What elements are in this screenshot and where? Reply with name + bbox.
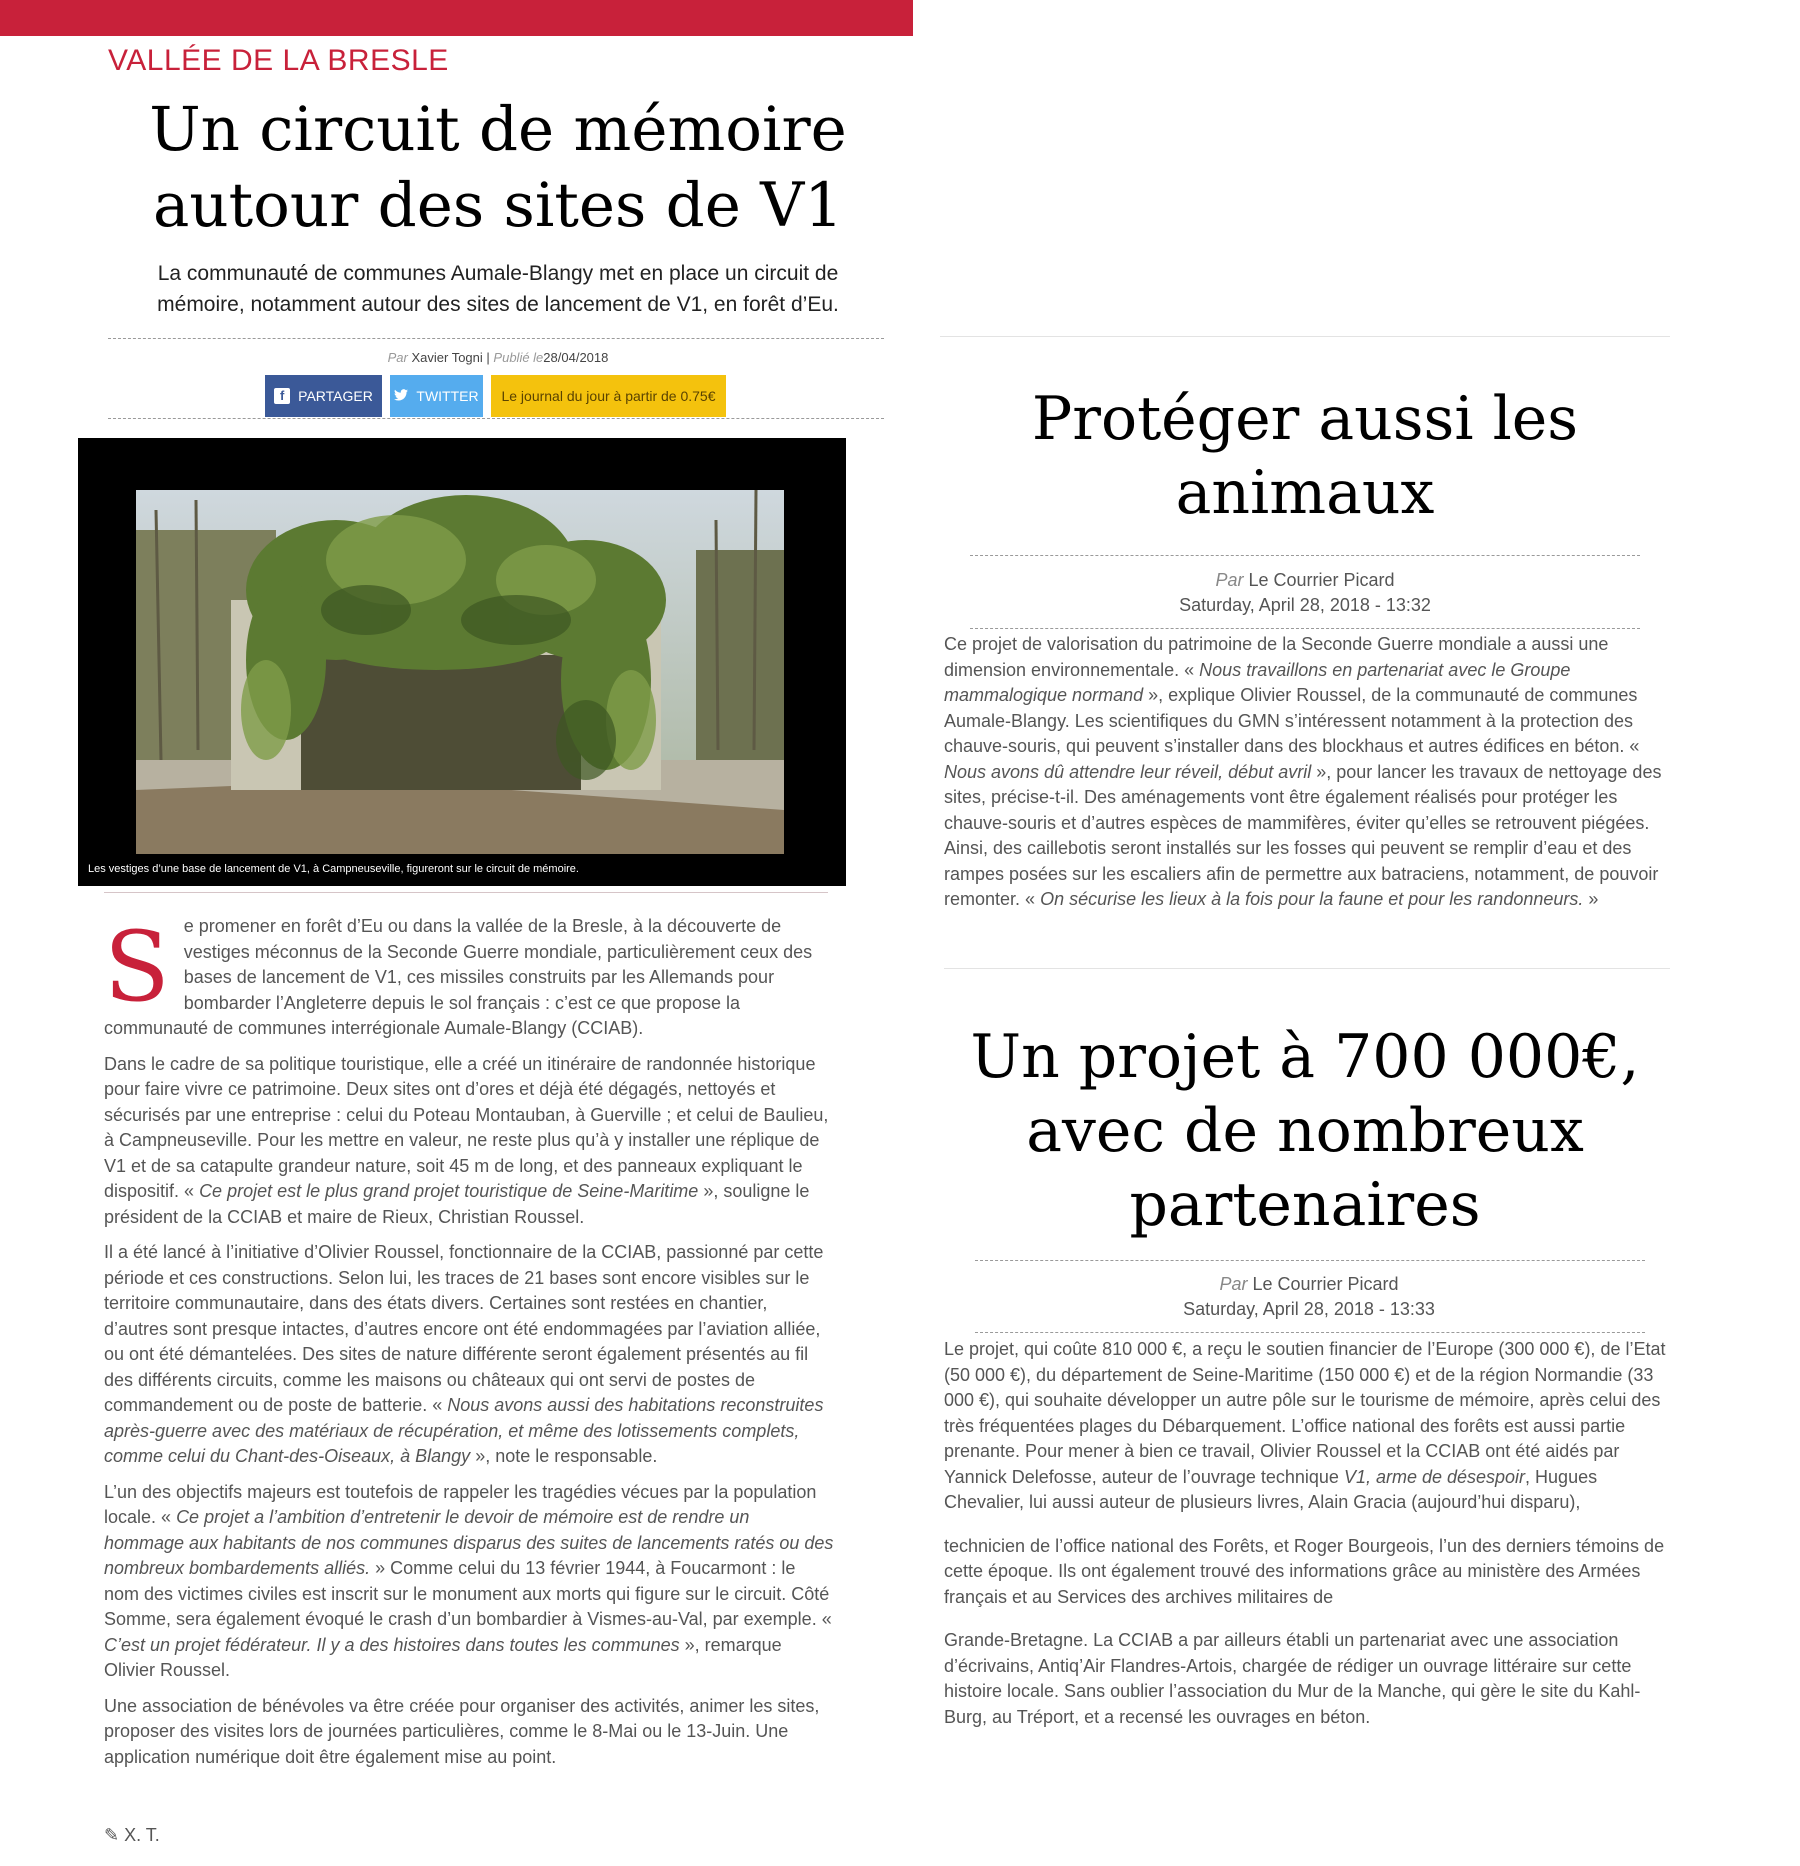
drop-cap: S [104, 911, 170, 1023]
paragraph-text: Une association de bénévoles va être créée pour organiser des activités, animer les sites, proposer des visites lors de journées particulières, comme le 8-Mai ou le 13-Juin. Une application numérique doit être également mise au point. [104, 1695, 820, 1767]
divider [970, 555, 1640, 556]
byline-separator: | [486, 350, 490, 365]
paragraph-text: », souligne le président de la CCIAB et maire de Rieux, Christian Roussel. [104, 1181, 810, 1227]
sidebar-meta [940, 568, 1670, 618]
title-line: Un circuit de mémoire [149, 94, 847, 165]
source-name: Le Courrier Picard [1248, 570, 1395, 590]
title-line: partenaires [1129, 1170, 1481, 1240]
quote-text: Nous avons dû attendre leur réveil, début avril [944, 761, 1312, 782]
quote-text: Nous avons aussi des habitations reconstruites après-guerre avec des matériaux de récupération, et même des lotissements complets, comme celui du Chant-des-Oiseaux, à Blangy [104, 1395, 824, 1466]
paragraph-text: », explique Olivier Roussel, de la communauté de communes Aumale-Blangy. Les scientifiques du GMN s’intéressent notamment à la protection des chauve-souris, qui peuvent s’installer dans des blockhaus et autres édifices en béton. « [944, 685, 1640, 756]
divider [108, 418, 884, 419]
article-photo-frame [78, 438, 846, 886]
pencil-icon: ✎ [104, 1825, 120, 1845]
section-label[interactable]: VALLÉE DE LA BRESLE [108, 44, 449, 77]
article-paragraph [944, 1628, 1674, 1730]
paragraph-text: », remarque Olivier Roussel. [104, 1634, 782, 1680]
caption-divider [104, 892, 828, 893]
article-paragraph [104, 1480, 834, 1684]
paragraph-text: Dans le cadre de sa politique touristique, elle a créé un itinéraire de randonnée historique pour faire vivre ce patrimoine. Deux sites ont d’ores et déjà été dégagés, nettoyés et sécurisés par une entreprise : celui du Poteau Montauban, à Guerville ; et celui de Baulieu, à Campneuseville. Pour les mettre en valeur, ne reste plus qu’à y installer une réplique de V1 et de sa catapulte grandeur nature, soit 45 m de long, et des panneaux expliquant le dispositif. « [104, 1053, 829, 1201]
twitter-share-button[interactable] [390, 375, 483, 417]
twitter-share-label: TWITTER [416, 388, 479, 404]
paragraph-text: , Hugues Chevalier, lui aussi auteur de plusieurs livres, Alain Gracia (aujourd’hui disparu), [944, 1466, 1598, 1512]
paragraph-text: L’un des objectifs majeurs est toutefois de rappeler les tragédies vécues par la population locale. « [104, 1481, 817, 1527]
v1-ruins-image [136, 490, 784, 854]
author-name[interactable]: Xavier Togni [411, 350, 483, 365]
paragraph-text: », pour lancer les travaux de nettoyage des sites, précise-t-il. Des aménagements vont être également réalisés pour protéger les chauve-souris et d’autres espèces de mammifères, éviter qu’elles se retrouvent piégées. Ainsi, des caillebotis seront installés sur les fosses qui peuvent se remplir d’eau et des rampes posées sur les escaliers afin de permettre aux batraciens, notamment, de pouvoir remonter. « [944, 761, 1662, 909]
byline-par: Par [387, 350, 408, 365]
photo-caption: Les vestiges d’une base de lancement de V1, à Campneuseville, figureront sur le circuit de mémoire. [88, 863, 579, 875]
journal-subscribe-label: Le journal du jour à partir de 0.75€ [501, 388, 716, 404]
title-line: Protéger aussi les [1031, 384, 1579, 454]
quote-text: C’est un projet fédérateur. Il y a des histoires dans toutes les communes [104, 1634, 680, 1655]
sidebar-body [944, 1337, 1674, 1740]
article-body [104, 911, 834, 1780]
divider [108, 338, 884, 339]
twitter-bird-icon [394, 389, 408, 404]
paragraph-text: e promener en forêt d’Eu ou dans la vallée de la Bresle, à la découverte de vestiges méconnus de la Seconde Guerre mondiale, particulièrement ceux des bases de lancement de V1, ces missiles construits par les Allemands pour bombarder l’Angleterre depuis le sol français : c’est ce que propose la communauté de communes interrégionale Aumale-Blangy (CCIAB). [104, 916, 813, 1038]
lead-line: La communauté de communes Aumale-Blangy met en place un circuit de [157, 262, 839, 285]
divider [970, 628, 1640, 629]
quote-text: Nous travaillons en partenariat avec le Groupe mammalogique normand [944, 659, 1571, 705]
quote-text: Ce projet est le plus grand projet touristique de Seine-Maritime [199, 1181, 699, 1201]
published-label: Publié le [493, 350, 544, 365]
article-paragraph [104, 911, 834, 1042]
article-lead [108, 258, 888, 320]
title-line: animaux [1175, 458, 1435, 528]
top-red-bar [0, 0, 913, 36]
sidebar-title [940, 382, 1670, 530]
byline-par: Par [1215, 570, 1244, 590]
article-paragraph [944, 1337, 1674, 1516]
paragraph-text: Ce projet de valorisation du patrimoine de la Seconde Guerre mondiale a aussi une dimension environnementale. « [944, 634, 1609, 680]
article-paragraph [104, 1240, 834, 1470]
byline [108, 350, 888, 365]
book-title: V1, arme de désespoir [1343, 1466, 1526, 1487]
paragraph-text: » Comme celui du 13 février 1944, à Foucarmont : le nom des victimes civiles est inscrit sur le monument aux morts qui figure sur le circuit. Côté Somme, sera également évoqué le crash d’un bombardier à Vismes-au-Val, par exemple. « [104, 1558, 832, 1629]
sidebar-body [944, 632, 1674, 923]
facebook-icon: f [274, 388, 290, 404]
publish-date: 28/04/2018 [543, 350, 609, 365]
divider [975, 1332, 1645, 1333]
title-line: Un projet à 700 000€, [970, 1022, 1640, 1092]
box-divider [940, 336, 1670, 337]
facebook-share-label: PARTAGER [298, 388, 373, 404]
box-divider [944, 968, 1670, 969]
facebook-share-button[interactable] [265, 375, 382, 417]
paragraph-text: » [1588, 889, 1599, 909]
title-line: avec de nombreux [1026, 1096, 1584, 1166]
quote-text: On sécurise les lieux à la fois pour la faune et pour les randonneurs. [1040, 889, 1584, 909]
paragraph-text: technicien de l’office national des Forêts, et Roger Bourgeois, l’un des derniers témoins de cette époque. Ils ont également trouvé des informations grâce au ministère des Armées français et au Services des archives militaires de [944, 1535, 1665, 1607]
lead-line: mémoire, notamment autour des sites de lancement de V1, en forêt d’Eu. [157, 293, 839, 316]
source-name: Le Courrier Picard [1252, 1274, 1399, 1294]
article-photo[interactable] [136, 490, 784, 854]
author-signature [104, 1825, 160, 1846]
divider [975, 1260, 1645, 1261]
publish-datetime: Saturday, April 28, 2018 - 13:32 [1179, 595, 1431, 615]
sidebar-meta [944, 1272, 1674, 1322]
byline-par: Par [1219, 1274, 1248, 1294]
article-paragraph [104, 1694, 834, 1771]
page-title [108, 92, 888, 244]
article-paragraph [944, 1534, 1674, 1611]
article-paragraph [944, 632, 1674, 913]
paragraph-text: Le projet, qui coûte 810 000 €, a reçu le soutien financier de l’Europe (300 000 €), de l’Etat (50 000 €), du département de Seine-Maritime (150 000 €) et de la région Normandie (33 000 €), qui souhaite développer un autre pôle sur le tourisme de mémoire, après celui des très fréquentées plages du Débarquement. L’office national des forêts est aussi partie prenante. Pour mener à bien ce travail, Olivier Roussel et la CCIAB ont été aidés par Yannick Delefosse, auteur de l’ouvrage technique [944, 1339, 1666, 1487]
signature-text: X. T. [124, 1825, 160, 1845]
paragraph-text: », note le responsable. [475, 1446, 658, 1466]
journal-subscribe-button[interactable] [491, 375, 726, 417]
quote-text: Ce projet a l’ambition d’entretenir le devoir de mémoire est de rendre un hommage aux habitants de nos communes disparus des suites de lancements ratés ou des nombreux bombardements alliés. [104, 1507, 834, 1578]
publish-datetime: Saturday, April 28, 2018 - 13:33 [1183, 1299, 1435, 1319]
paragraph-text: Il a été lancé à l’initiative d’Olivier Roussel, fonctionnaire de la CCIAB, passionné par cette période et ces constructions. Selon lui, les traces de 21 bases sont encore visibles sur le territoire communautaire, dans des états divers. Certaines sont restées en chantier, d’autres sont presque intactes, d’autres encore ont été endommagées par l’aviation alliée, ou ont été démantelées. Des sites de nature différente seront également présentés au fil des différents circuits, comme les maisons ou châteaux qui ont servi de postes de commandement ou de poste de batterie. « [104, 1242, 824, 1415]
article-paragraph [104, 1052, 834, 1231]
title-line: autour des sites de V1 [152, 170, 844, 241]
paragraph-text: Grande-Bretagne. La CCIAB a par ailleurs établi un partenariat avec une association d’écrivains, Antiq’Air Flandres-Artois, chargée de rédiger un ouvrage littéraire sur cette histoire locale. Sans oublier l’association du Mur de la Manche, qui gère le site du Kahl-Burg, au Tréport, et a recensé les ouvrages en béton. [944, 1630, 1641, 1727]
sidebar-title [940, 1020, 1670, 1242]
